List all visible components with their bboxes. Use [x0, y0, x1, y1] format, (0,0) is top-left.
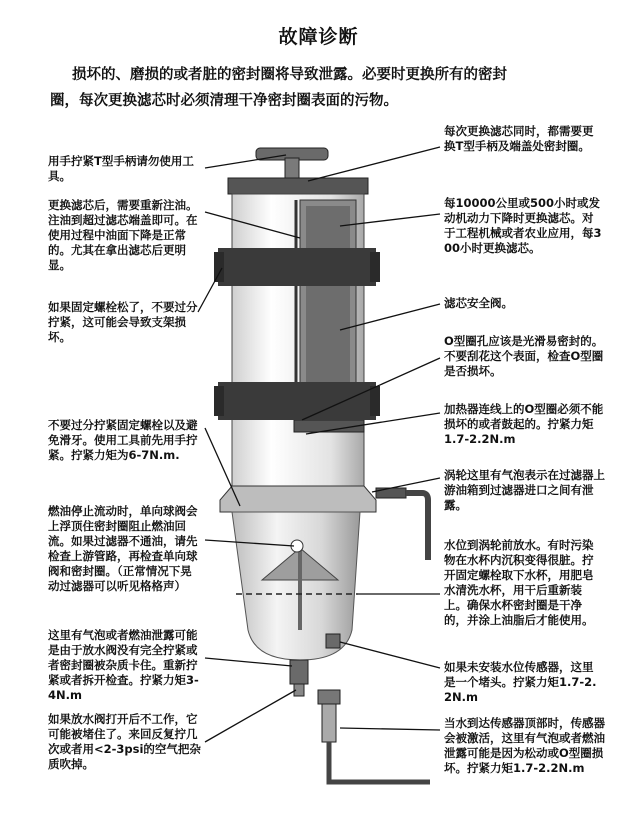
note-mount-bolt: 如果固定螺栓松了，不要过分拧紧，这可能会导致支架损坏。 — [48, 300, 198, 344]
sensor-plug — [326, 634, 340, 648]
note-bowl-drain: 水位到涡轮前放水。有时污染物在水杯内沉积变得很脏。拧开固定螺栓取下水杯，用肥皂水清洗水杯，用干后重新装上。确保水杯密封圈是干净的，并涂上油脂后才能使用。 — [444, 538, 594, 627]
note-change-interval: 每10000公里或500小时或发动机动力下降时更换滤芯。对于工程机械或者农业应用，每300小时更换滤芯。 — [444, 196, 602, 255]
note-sensor-plug: 如果未安装水位传感器，这里是一个堵头。拧紧力矩1.7-2.2N.m — [444, 660, 597, 704]
note-safety-valve: 滤芯安全阀。 — [444, 296, 513, 310]
note-oring-bore: O型圈孔应该是光滑易密封的。不要刮花这个表面，检查O型圈是否损坏。 — [444, 334, 604, 378]
outlet-pipe — [376, 488, 428, 560]
note-heater-oring: 加热器连线上的O型圈必须不能损坏的或者鼓起的。拧紧力矩1.7-2.2N.m — [444, 402, 604, 446]
note-refill-oil: 更换滤芯后，需要重新注油。注油到超过滤芯端盖即可。在使用过程中油面下降是正常的。尤其在拿出滤芯后更明显。 — [48, 198, 198, 272]
intro-line-1: 损坏的、磨损的或者脏的密封圈将导致泄露。必要时更换所有的密封 — [72, 67, 507, 83]
filter-base — [220, 486, 376, 512]
note-seal-replace: 每次更换滤芯同时，都需要更换T型手柄及端盖处密封圈。 — [444, 124, 594, 153]
water-sensor — [318, 690, 430, 782]
note-t-handle: 用手拧紧T型手柄请勿使用工具。 — [48, 154, 194, 183]
t-handle — [256, 148, 328, 180]
note-check-ball: 燃油停止流动时，单向球阀会上浮顶住密封圈阻止燃油回流。如果过滤器不通油，请先检查上游管路，再检查单向球阀和密封圈。（正常情况下晃动过滤器可以听见格格声） — [48, 504, 198, 593]
drain-valve — [290, 660, 308, 696]
note-turbine-bubbles: 涡轮这里有气泡表示在过滤器上游油箱到过滤器进口之间有泄露。 — [444, 468, 605, 512]
note-water-sensor: 当水到达传感器顶部时，传感器会被激活，这里有气泡或者燃油泄露可能是因为松动或O型圈损坏。拧紧力矩1.7-2.2N.m — [444, 716, 605, 775]
page-title: 故障诊断 — [278, 26, 359, 48]
top-cap — [228, 178, 368, 194]
water-bowl — [232, 512, 360, 660]
note-drain-leak: 这里有气泡或者燃油泄露可能是由于放水阀没有完全拧紧或者密封圈被杂质卡住。重新拧紧或者拆开检查。拧紧力矩3-4N.m — [48, 628, 199, 702]
note-drain-blocked: 如果放水阀打开后不工作，它可能被堵住了。来回反复拧几次或者用<2-3psi的空气把杂质吹掉。 — [48, 712, 201, 771]
intro-line-2: 圈，每次更换滤芯时必须清理干净密封圈表面的污物。 — [50, 93, 398, 109]
note-bolt-torque: 不要过分拧紧固定螺栓以及避免滑牙。使用工具前先用手拧紧。拧紧力矩为6-7N.m. — [48, 418, 198, 462]
